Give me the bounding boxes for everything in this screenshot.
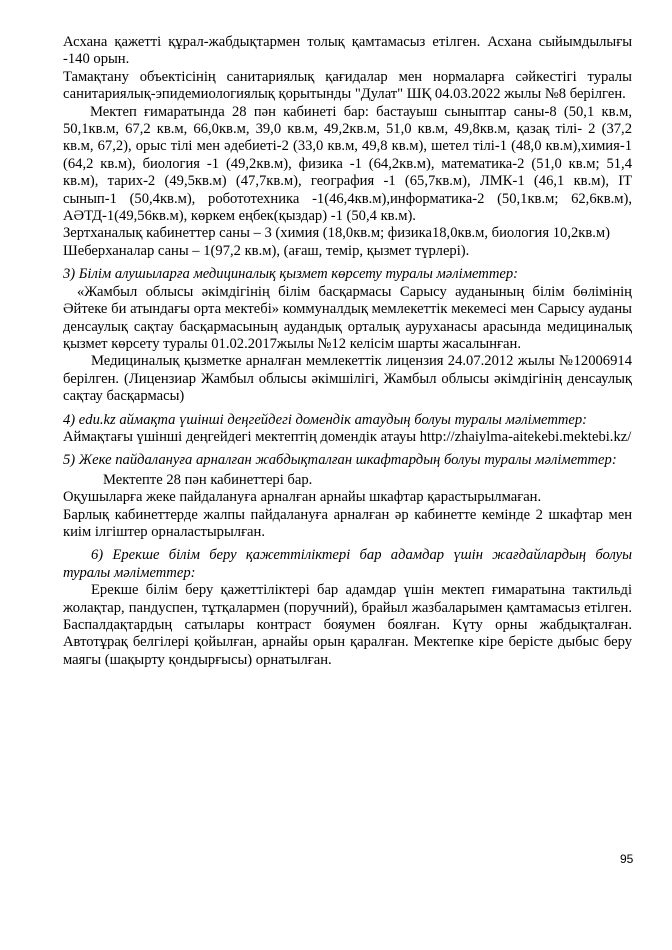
section-heading-lockers: 5) Жеке пайдалануға арналған жабдықталған шкафтардың болуы туралы мәліметтер: — [63, 452, 617, 469]
document-body — [63, 34, 632, 669]
paragraph-workshops: Шеберханалар саны – 1(97,2 кв.м), (ағаш, темір, қызмет түрлері). — [63, 242, 470, 259]
paragraph-medical-license: Медициналық қызметке арналған мемлекеттік лицензия 24.07.2012 жылы №12006914 берілген. (Лицензиар Жамбыл облысы әкімшілігі, Жамбыл облысы әкімдігінің денсаулық сақтау басқармасы) — [63, 353, 632, 405]
paragraph-canteen: Асхана қажетті құрал-жабдықтармен толық қамтамасыз етілген. Асхана сыйымдылығы -140 орын. — [63, 34, 632, 68]
section-heading-special-needs: 6) Ерекше білім беру қажеттіліктері бар адамдар үшін жағдайлардың болуы туралы мәліметтер: — [63, 547, 632, 581]
paragraph-classrooms: Мектеп ғимаратында 28 пән кабинеті бар: бастауыш сыныптар саны-8 (50,1 кв.м, 50,1кв.м, 67,2 кв.м, 66,0кв.м, 39,0 кв.м, 49,2кв.м, 51,0 кв.м, 49,8кв.м, қазақ тілі- 2 (37,2 кв.м, 67,2), орыс тілі мен әдебиеті-2 (33,0 кв.м, 49,8 кв.м), шетел тілі-1 (48,0 кв.м),химия-1 (64,2 кв.м), биология -1 (49,2кв.м), физика -1 (64,2кв.м), математика-2 (51,0 кв.м; 51,4 кв.м), тарих-2 (49,5кв.м) (47,7кв.м), география -1 (65,7кв.м), ЛМК-1 (46,1 кв.м), IT сынып-1 (50,4кв.м), робототехника -1(46,4кв.м),информатика-2 (50,1кв.м; 62,6кв.м), АӘТД-1(49,56кв.м), көркем еңбек(қыздар) -1 (50,4 кв.м). — [63, 103, 632, 225]
paragraph-lockers-personal: Оқушыларға жеке пайдалануға арналған арнайы шкафтар қарастырылмаған. — [63, 489, 542, 506]
paragraph-lockers-common: Барлық кабинеттерде жалпы пайдалануға арналған әр кабинетте кемінде 2 шкафтар мен киім ілгіштер орналастырылған. — [63, 506, 632, 540]
section-heading-domain: 4) edu.kz аймақта үшінші деңгейдегі домендік атаудың болуы туралы мәліметтер: — [63, 411, 588, 428]
section-heading-medical: 3) Білім алушыларға медициналық қызмет көрсету туралы мәліметтер: — [63, 266, 519, 283]
paragraph-domain-name: Аймақтағы үшінші деңгейдегі мектептің домендік атауы http://zhaiylma-aitekebi.mektebi.kz/ — [63, 428, 632, 445]
paragraph-special-needs: Ерекше білім беру қажеттіліктері бар адамдар үшін мектеп ғимаратына тактильді жолақтар, пандуспен, тұтқалармен (поручний), брайыл жазбаларымен қамтамасыз етілген. Баспалдақтардың сатылары контраст бояумен боялған. Күту орны жабдықталған. Автотұрақ белгілері қойылған, арнайы орын қаралған. Мектепке кіре берісте дыбыс беру маягы (шақырту қондырғысы) орнатылған. — [63, 582, 632, 668]
paragraph-lockers-rooms: Мектепте 28 пән кабинеттері бар. — [103, 471, 313, 488]
paragraph-laboratories: Зертханалық кабинеттер саны – 3 (химия (18,0кв.м; физика18,0кв.м, биология 10,2кв.м) — [63, 225, 610, 242]
paragraph-sanitary-conclusion: Тамақтану объектісінің санитариялық қағидалар мен нормаларға сәйкестігі туралы санитариялық-эпидемиологиялық қорытынды "Дулат" ШҚ 04.03.2022 жылы №8 берілген. — [63, 68, 632, 103]
page-number: 95 — [620, 852, 634, 866]
paragraph-medical-agreement: «Жамбыл облысы әкімдігінің білім басқармасы Сарысу ауданының білім бөлімінің Әйтеке би атындағы орта мектебі» коммуналдық мемлекеттік мекемесі мен Сарысу ауданы денсаулық сақтау басқармасының аудандық орталық ауруханасы арасында медициналық қызмет көрсету туралы 01.02.2017жылы №12 келісім шарты жасалынған. — [63, 283, 632, 352]
